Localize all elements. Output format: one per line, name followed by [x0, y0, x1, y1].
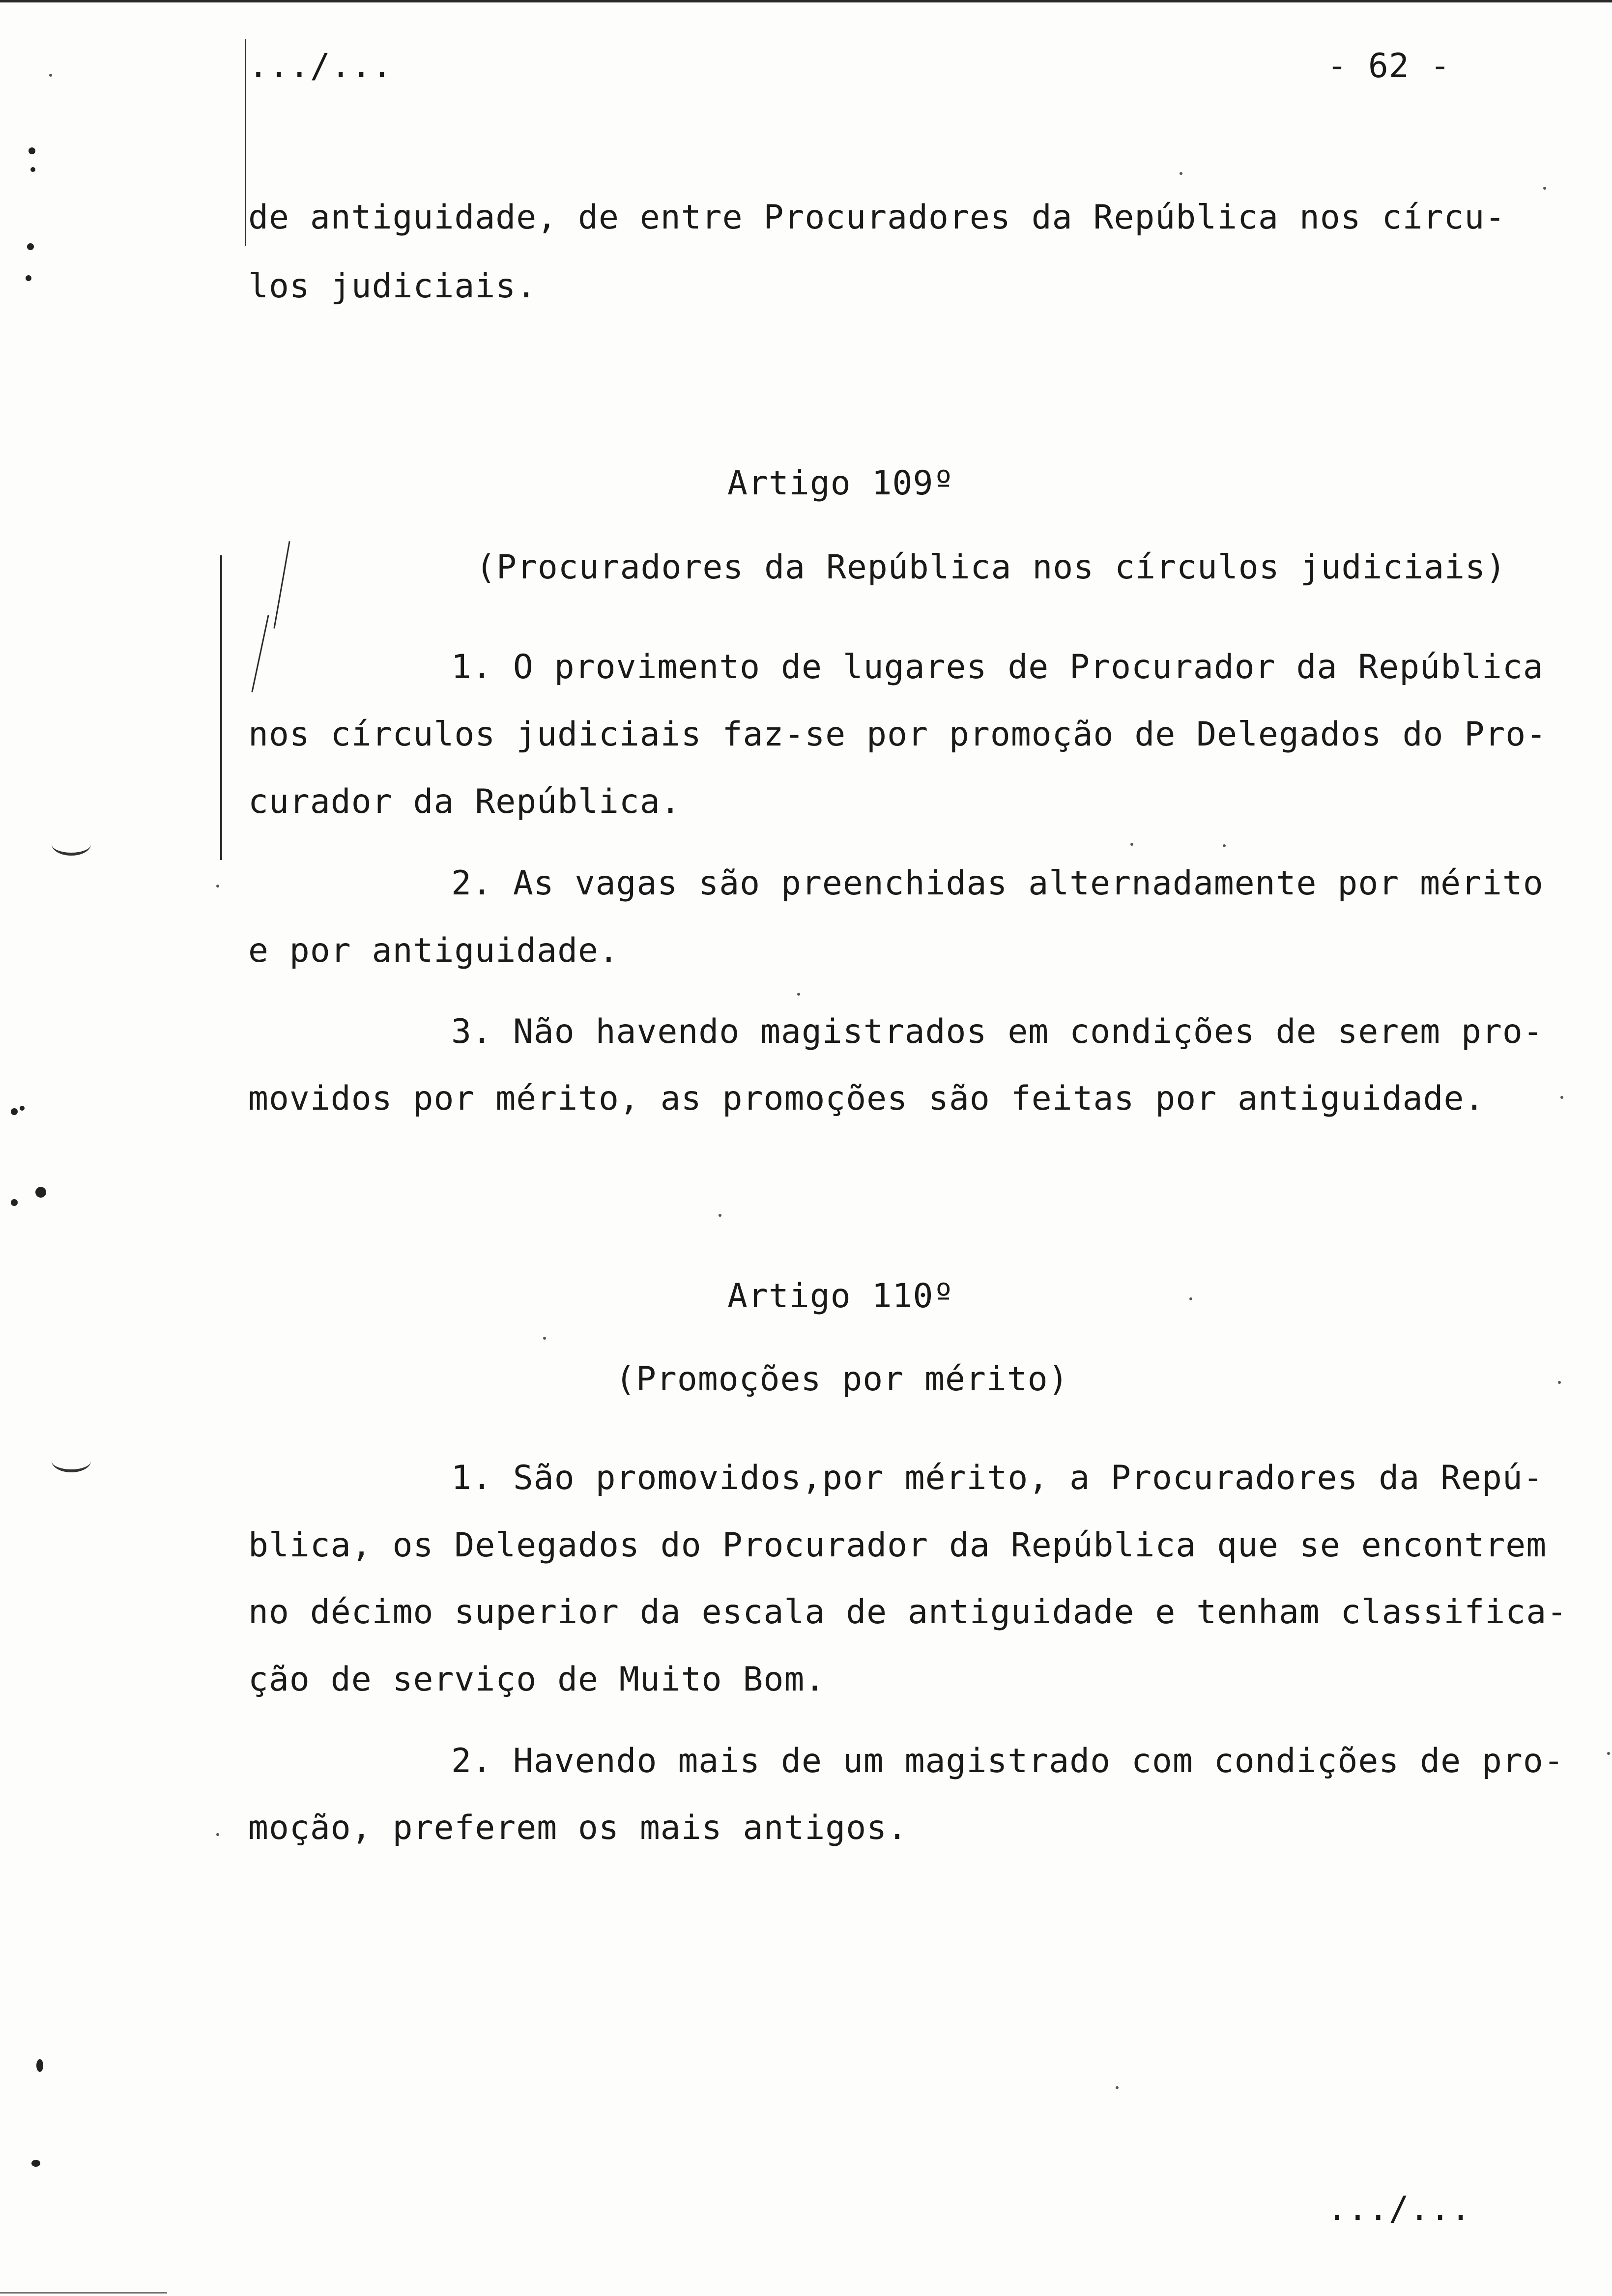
bottom-rule: [0, 2292, 167, 2294]
scan-speck: [216, 885, 219, 888]
scan-speck: [797, 993, 800, 996]
scan-speck: [1116, 2086, 1119, 2089]
article-109-p1-line2: nos círculos judiciais faz-se por promoção de Delegados do Pro-: [248, 715, 1547, 754]
scan-artifact-dot: [27, 243, 34, 250]
article-109-p2-line1: 2. As vagas são preenchidas alternadamente por mérito: [451, 864, 1544, 903]
scan-artifact-dot: [36, 2059, 43, 2072]
scan-artifact-dot: [26, 275, 31, 281]
scan-speck: [1180, 172, 1182, 175]
article-110-p1-line2: blica, os Delegados do Procurador da República que se encontrem: [248, 1526, 1547, 1565]
article-109-p1-line3: curador da República.: [248, 782, 681, 821]
article-109-subtitle: (Procuradores da República nos círculos judiciais): [476, 548, 1506, 587]
article-110-title: Artigo 110º: [727, 1277, 954, 1316]
scan-artifact-dot: [31, 2160, 40, 2167]
article-110-p2-line2: moção, preferem os mais antigos.: [248, 1808, 908, 1847]
top-rule: [0, 0, 1612, 2]
article-109-p3-line2: movidos por mérito, as promoções são feitas por antiguidade.: [248, 1079, 1485, 1118]
article-109-title: Artigo 109º: [727, 464, 954, 503]
article-109-p3-line1: 3. Não havendo magistrados em condições de serem pro-: [451, 1012, 1544, 1051]
article-110-p1-line4: ção de serviço de Muito Bom.: [248, 1660, 826, 1699]
page-number: - 62 -: [1327, 47, 1451, 86]
margin-slash-mark: [251, 615, 269, 692]
scan-speck: [1607, 1752, 1610, 1755]
scan-artifact-dot: [11, 1108, 18, 1115]
article-110-subtitle: (Promoções por mérito): [615, 1360, 1069, 1399]
scan-speck: [1560, 1096, 1563, 1099]
scan-speck: [49, 74, 52, 77]
footer-continuation-mark: .../...: [1327, 2189, 1471, 2228]
intro-line-1: de antiguidade, de entre Procuradores da República nos círcu-: [248, 198, 1506, 237]
margin-vertical-line-top: [245, 39, 246, 246]
scan-speck: [216, 1833, 219, 1836]
scan-speck: [719, 1214, 721, 1217]
scan-artifact-dot: [35, 1187, 46, 1198]
article-109-p2-line2: e por antiguidade.: [248, 931, 619, 970]
scan-speck: [1543, 187, 1546, 190]
article-110-p2-line1: 2. Havendo mais de um magistrado com condições de pro-: [451, 1742, 1564, 1780]
article-110-p1-line1: 1. São promovidos,por mérito, a Procuradores da Repú-: [451, 1459, 1544, 1497]
scan-speck: [1189, 1297, 1192, 1300]
scan-artifact-dot: [11, 1199, 18, 1206]
scan-artifact-dot: [20, 1106, 25, 1111]
margin-slash-mark-2: [273, 541, 290, 629]
header-continuation-mark: .../...: [248, 47, 393, 86]
scan-artifact-dot: [30, 167, 35, 172]
scan-artifact-arc: [52, 833, 91, 856]
scan-speck: [1558, 1381, 1561, 1384]
scan-artifact-dot: [29, 147, 35, 154]
article-110-p1-line3: no décimo superior da escala de antiguidade e tenham classifica-: [248, 1593, 1568, 1632]
scan-speck: [1130, 843, 1133, 846]
scan-speck: [543, 1337, 546, 1340]
margin-vertical-line-middle: [220, 555, 222, 860]
scan-speck: [1223, 844, 1226, 847]
scan-artifact-arc: [52, 1450, 91, 1472]
intro-line-2: los judiciais.: [248, 267, 537, 306]
article-109-p1-line1: 1. O provimento de lugares de Procurador da República: [451, 648, 1544, 687]
